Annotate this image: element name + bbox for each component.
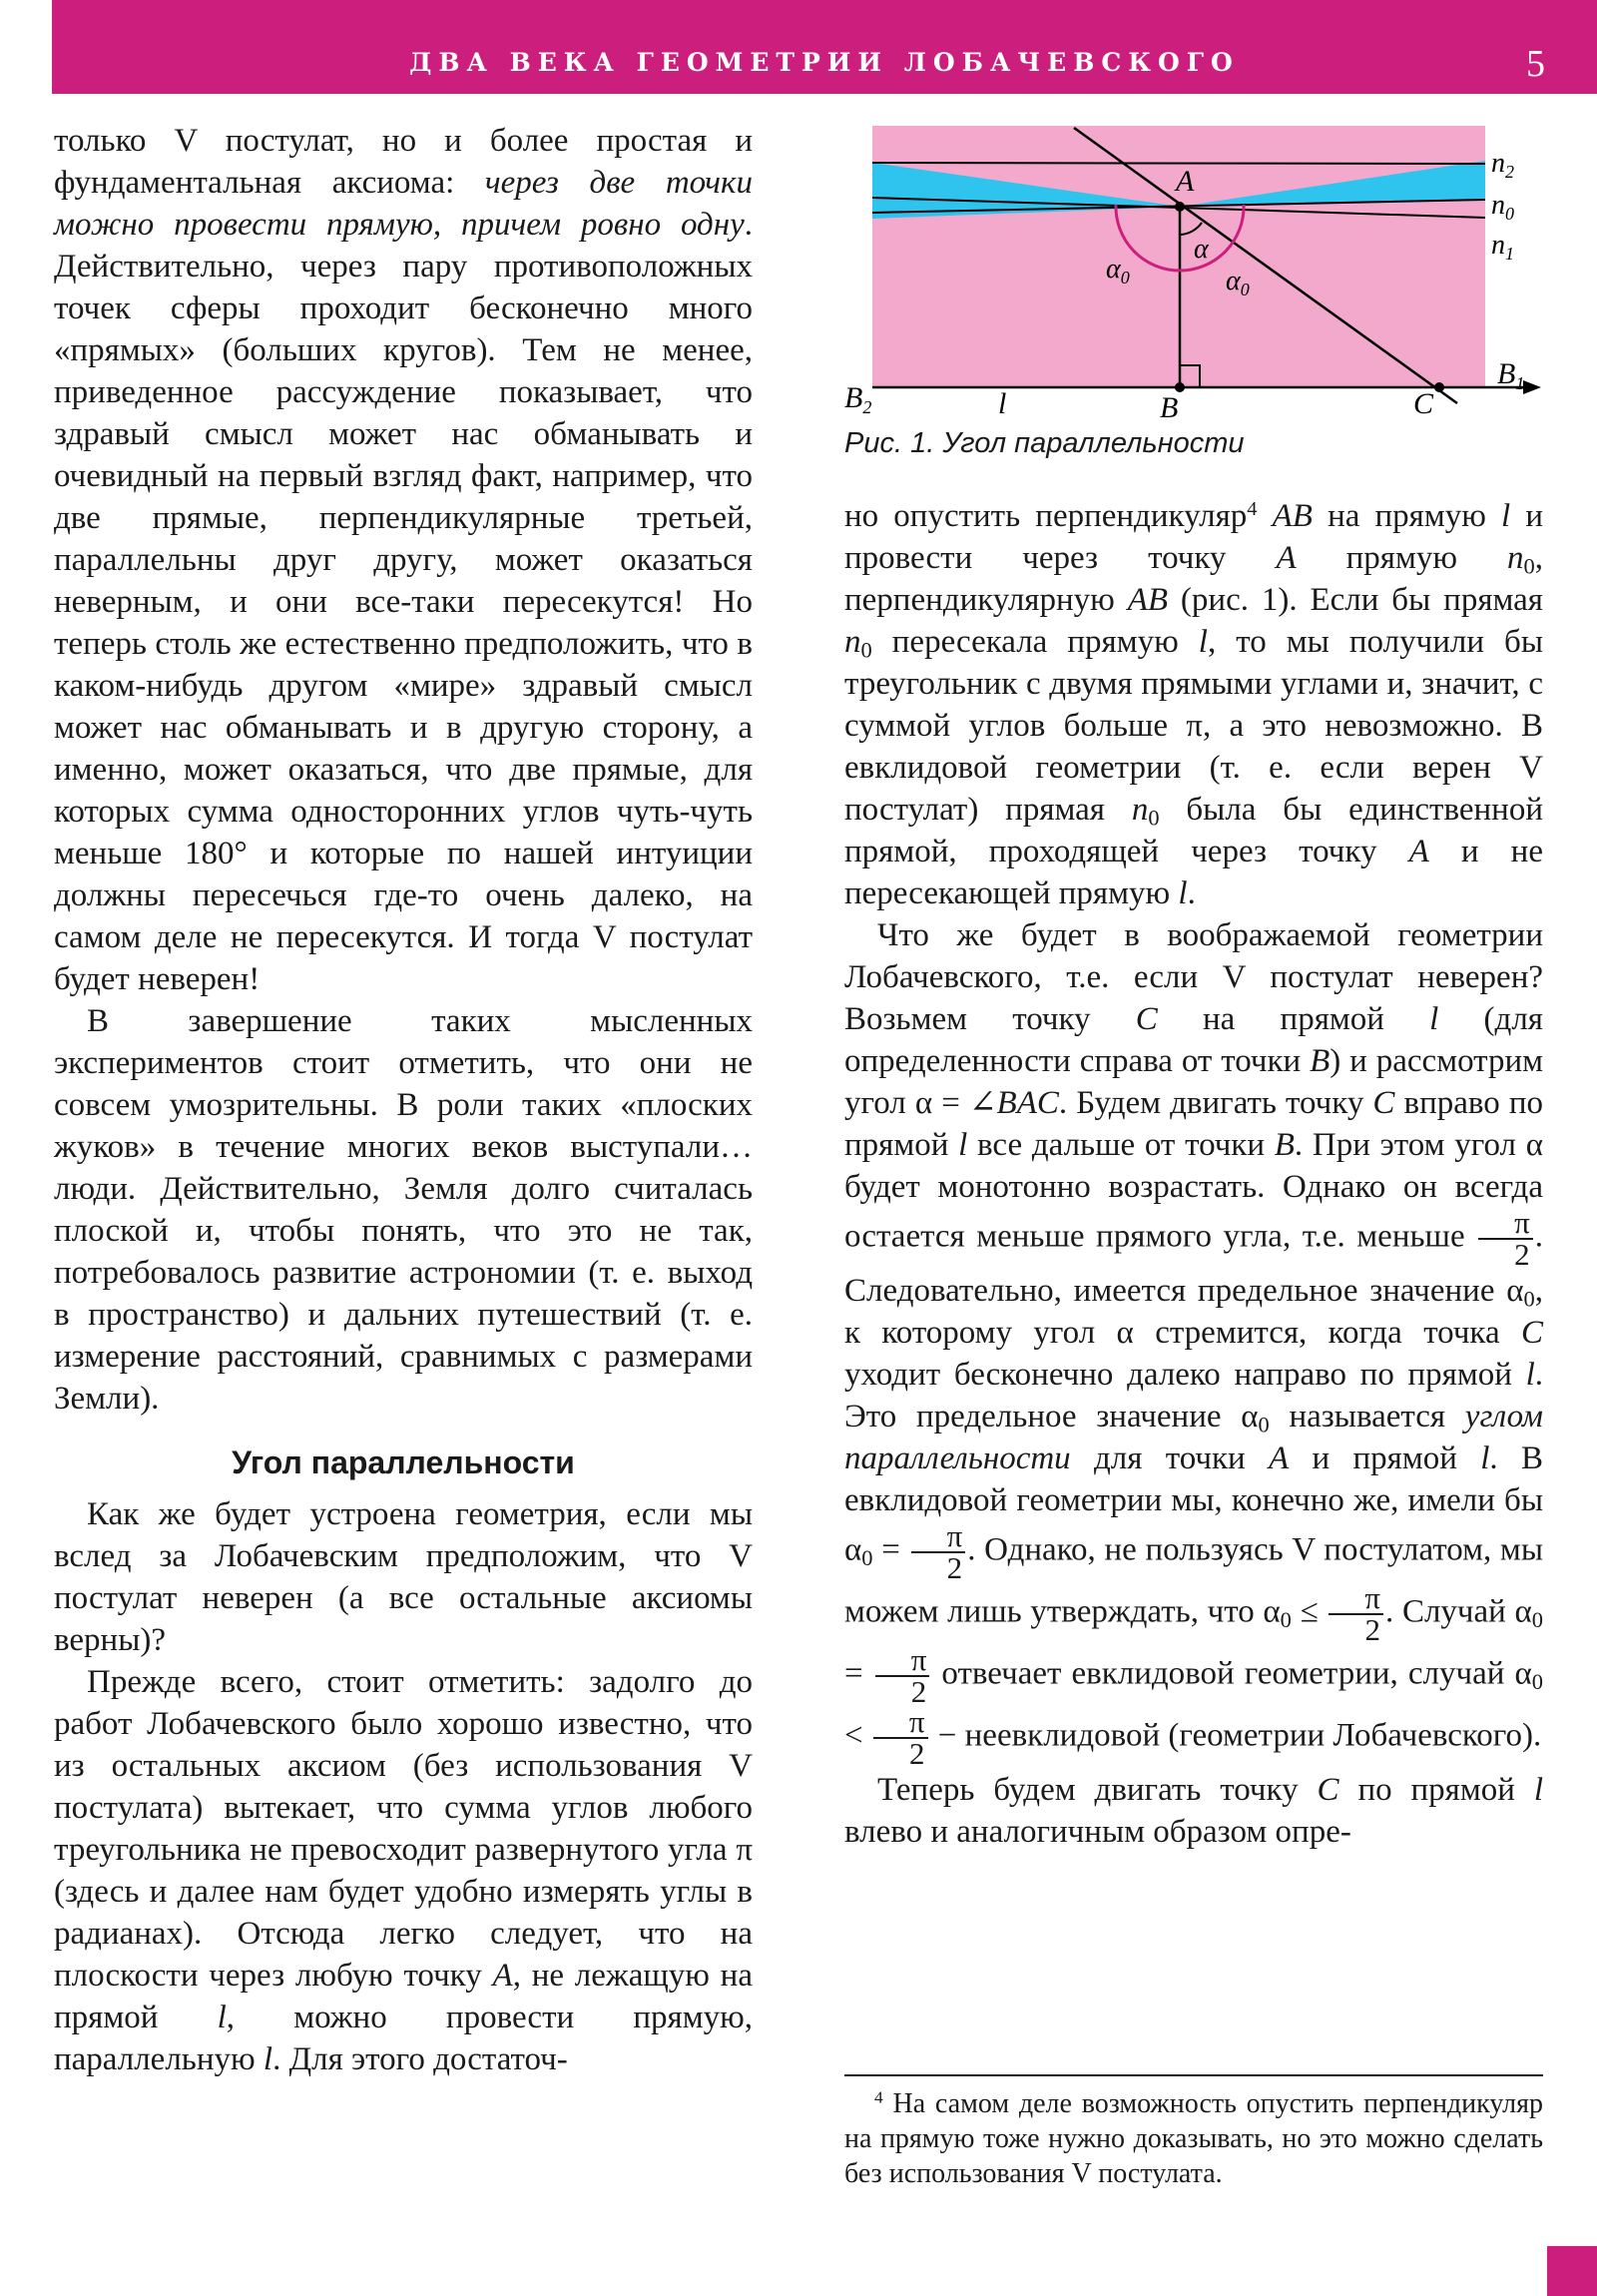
label-n2: $n_2$ (1491, 148, 1514, 182)
line-n2 (872, 163, 1485, 164)
label-n1: $n_1$ (1491, 230, 1514, 264)
figure-caption: Рис. 1. Угол параллельности (844, 427, 1245, 459)
label-l: l (998, 387, 1007, 417)
label-alpha0-left: $\alpha_0$ (1106, 254, 1130, 287)
fraction: $\frac{\pi}{2}$ (1478, 1208, 1533, 1270)
paragraph: только V постулат, но и более простая и фундаментальная аксиома: через две точки можно провести прямую, причем ровно одну. Действительно, через пару противоположных точек сферы проходит бесконечно много «прямых» (больших кругов). Тем не менее, приведенное рассуждение показывает, что здравый смысл может нас обманывать и очевидный на первый взгляд факт, например, что две прямые, перпендикулярные третьей, параллельны друг другу, может оказаться неверным, и они все-таки пересекутся! Но теперь столь же естественно предположить, что в каком-нибудь другом «мире» здравый смысл может нас обманывать и в другую сторону, а именно, может оказаться, что две прямые, для которых сумма односторонних углов чуть-чуть меньше 180° и которые по нашей интуиции должны пересечься где-то очень далеко, на самом деле не пересекутся. И тогда V постулат будет неверен! (54, 123, 753, 997)
paragraph: В завершение таких мысленных экспериментов стоит отметить, что они не совсем умозрительны. В роли таких «плоских жуков» в течение многих веков выступали… люди. Действительно, Земля долго считалась плоской и, чтобы понять, что это не так, потребовалось развитие астрономии (т. е. выход в пространство) и дальних путешествий (т. е. измерение расстояний, сравнимых с размерами Земли). (54, 1003, 753, 1417)
paragraph: Теперь будем двигать точку C по прямой l влево и аналогичным образом опре- (844, 1772, 1543, 1850)
paragraph: Что же будет в воображаемой геометрии Лобачевского, т.е. если V постулат неверен? Возьмем точку C на прямой l (для определенности справа от точки B) и рассмотрим угол α = ∠BAC. Будем двигать точку C вправо по прямой l все дальше от точки B. При этом угол α будет монотонно возрастать. Однако он всегда остается меньше прямого угла, т.е. меньше $\frac{\pi}{2}$ . Следовательно, имеется предельное значение $\alpha_0$, к которому угол α стремится, когда точка C уходит бесконечно далеко направо по прямой l. Это предельное значение $\alpha_0$ называется углом параллельности для точки A и прямой l. В евклидовой геометрии мы, конечно же, имели бы $\alpha_0$ = $\frac{\pi}{2}$ . Однако, не пользуясь V постулатом, мы можем лишь утверждать, что $\alpha_0$ ≤ $\frac{\pi}{2}$ . Случай $\alpha_0$ = $\frac{\pi}{2}$ отвечает евклидовой геометрии, случай $\alpha_0$ < $\frac{\pi}{2}$ − неевклидовой (геометрии Лобачевского). (844, 917, 1544, 1771)
footnote-rule (844, 2074, 1543, 2076)
paragraph: Прежде всего, стоит отметить: задолго до работ Лобачевского было хорошо известно, что из остальных аксиом (без использования V постулата) вытекает, что сумма углов любого треугольника не превосходит развернутого угла π (здесь и далее нам будет удобно измерять углы в радианах). Отсюда легко следует, что на плоскости через любую точку A, не лежащую на прямой l, можно провести прямую, параллельную l. Для этого достаточ- (54, 1664, 753, 2077)
page-number: 5 (1526, 43, 1545, 85)
corner-color-block (1547, 2246, 1597, 2296)
label-B: B (1160, 391, 1179, 417)
parallelism-angle-figure (838, 118, 1549, 417)
arrow-head (1523, 380, 1541, 394)
fraction: $\frac{\pi}{2}$ (1329, 1583, 1383, 1645)
fraction: $\frac{\pi}{2}$ (875, 1645, 930, 1707)
point-A (1175, 202, 1185, 212)
right-column (844, 495, 1543, 1853)
header-band (52, 0, 1597, 94)
label-n0: $n_0$ (1491, 190, 1514, 224)
left-column (54, 120, 753, 2080)
label-B2: $B_2$ (844, 381, 872, 417)
fraction: $\frac{\pi}{2}$ (911, 1521, 966, 1583)
paragraph: но опустить перпендикуляр$^4$ AB на прямую l и провести через точку A прямую $n_0$, перпендикулярную AB (рис. 1). Если бы прямая $n_0$ пересекала прямую l, то мы получили бы треугольник с двумя прямыми углами и, значит, с суммой углов больше π, а это невозможно. В евклидовой геометрии (т. е. если верен V постулат) прямая $n_0$ была бы единственной прямой, проходящей через точку A и не пересекающей прямую l. (844, 497, 1543, 911)
running-title: ДВА ВЕКА ГЕОМЕТРИИ ЛОБАЧЕВСКОГО (409, 48, 1240, 77)
label-B1: $B_1$ (1497, 357, 1525, 393)
label-C: C (1413, 387, 1434, 417)
label-A: A (1176, 165, 1195, 198)
point-C (1434, 382, 1444, 392)
label-alpha: α (1194, 234, 1209, 265)
paragraph: Как же будет устроена геометрия, если мы вслед за Лобачевским предположим, что V постулат неверен (а все остальные аксиомы верны)? (54, 1496, 753, 1658)
fraction: $\frac{\pi}{2}$ (873, 1707, 928, 1769)
footnote-mark: 4 (874, 2087, 883, 2107)
footnote-ref: 4 (1247, 497, 1258, 520)
label-alpha0-right: $\alpha_0$ (1226, 266, 1250, 299)
footnote: $^4$ На самом деле возможность опустить перпендикуляр на прямую тоже нужно доказывать, но это можно сделать без использования V постулата. (844, 2087, 1543, 2189)
section-title: Угол параллельности (232, 1444, 575, 1480)
term-parallelism-angle: углом параллельности (844, 1399, 1543, 1476)
